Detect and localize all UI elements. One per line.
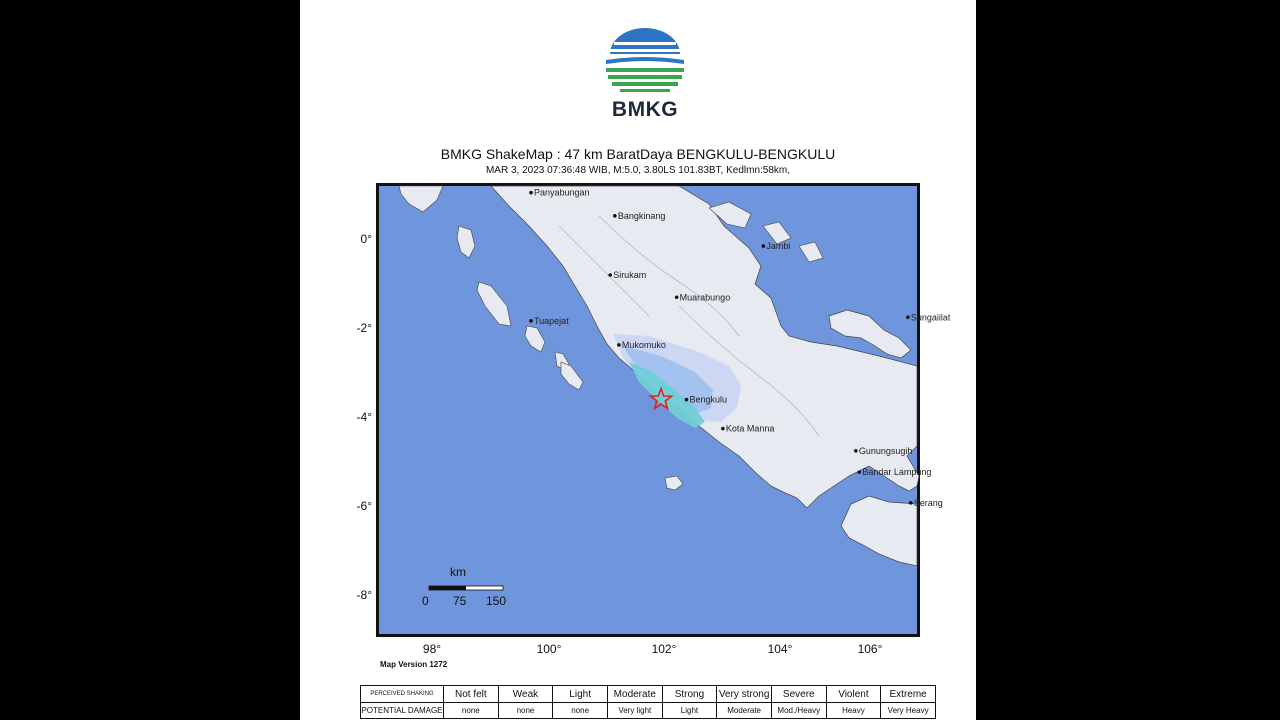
city-marker	[909, 498, 943, 508]
city-dot	[685, 398, 689, 402]
city-dot	[762, 244, 766, 248]
legend-cell: none	[553, 703, 608, 719]
city-label: Mukomuko	[621, 339, 666, 350]
legend-cell: none	[498, 703, 553, 719]
city-dot	[675, 295, 679, 299]
legend-cell: Moderate	[607, 686, 662, 703]
intensity-legend	[360, 685, 936, 719]
lat-label: 0°	[360, 232, 372, 246]
city-marker	[675, 292, 730, 302]
legend-cell: Extreme	[881, 686, 936, 703]
legend-cell: Heavy	[826, 703, 881, 719]
legend-cell: Mod./Heavy	[771, 703, 826, 719]
city-label: Sungaiilat	[910, 312, 951, 323]
city-label: Muarabungo	[679, 292, 731, 303]
scale-tick: 0	[422, 594, 429, 608]
lon-label: 100°	[536, 642, 562, 656]
city-dot	[906, 315, 910, 319]
legend-row-damage	[361, 703, 936, 719]
legend-row-shaking	[361, 686, 936, 703]
lat-label: -2°	[356, 321, 372, 335]
city-marker	[762, 241, 791, 251]
map-subtitle: MAR 3, 2023 07:36:48 WIB, M:5.0, 3.80LS 101.83BT, Kedlmn:58km,	[485, 165, 791, 176]
city-label: Bengkulu	[689, 394, 728, 405]
city-label: Tuapejat	[534, 315, 569, 326]
scale-unit: km	[450, 565, 466, 579]
city-marker	[529, 316, 569, 326]
legend-cell: Not felt	[444, 686, 499, 703]
lat-label: -4°	[356, 410, 372, 424]
city-label: Bangkinang	[617, 210, 666, 221]
city-dot	[909, 501, 913, 505]
city-marker	[608, 270, 646, 280]
legend-cell: Very strong	[717, 686, 772, 703]
city-dot	[529, 191, 533, 195]
legend-cell: Violent	[826, 686, 881, 703]
lon-label: 102°	[651, 642, 677, 656]
legend-row-label: PERCEIVED SHAKING	[361, 686, 444, 703]
city-dot	[854, 449, 858, 453]
scale-bar-segment	[429, 586, 466, 590]
city-dot	[608, 273, 612, 277]
city-label: Serang	[913, 497, 943, 508]
legend-cell: Light	[553, 686, 608, 703]
city-marker	[617, 340, 666, 350]
city-marker	[685, 395, 727, 405]
city-label: Bandar Lampung	[862, 467, 932, 478]
bmkg-logo-icon	[600, 28, 690, 98]
city-label: Jambi	[766, 241, 791, 252]
legend-cell: none	[444, 703, 499, 719]
scale-tick: 75	[453, 594, 467, 608]
city-dot	[613, 214, 617, 218]
legend-row-label: POTENTIAL DAMAGE	[361, 703, 444, 719]
city-dot	[617, 343, 621, 347]
lon-label: 106°	[857, 642, 883, 656]
city-dot	[858, 470, 862, 474]
city-marker	[613, 211, 665, 221]
city-marker	[906, 312, 951, 322]
legend-cell: Moderate	[717, 703, 772, 719]
city-label: Kota Manna	[725, 423, 775, 434]
lon-label: 104°	[767, 642, 793, 656]
legend-cell: Light	[662, 703, 717, 719]
legend-cell: Weak	[498, 686, 553, 703]
legend-cell: Very light	[607, 703, 662, 719]
legend-cell: Strong	[662, 686, 717, 703]
scale-tick: 150	[486, 594, 507, 608]
city-marker	[721, 424, 774, 434]
logo-text: BMKG	[611, 98, 679, 121]
lat-label: -8°	[356, 588, 372, 602]
map-title: BMKG ShakeMap : 47 km BaratDaya BENGKULU-BENGKULU	[440, 146, 836, 162]
city-marker	[854, 446, 912, 456]
city-marker	[529, 188, 589, 198]
city-dot	[529, 319, 533, 323]
map-version: Map Version 1272	[380, 660, 448, 669]
lon-label: 98°	[422, 642, 442, 656]
city-label: Gunungsugih	[858, 445, 913, 456]
city-label: Panyabungan	[534, 187, 590, 198]
shakemap-page	[300, 0, 976, 720]
lat-label: -6°	[356, 499, 372, 513]
city-label: Sirukam	[613, 270, 647, 280]
city-marker	[858, 467, 932, 477]
city-dot	[721, 427, 725, 431]
legend-cell: Severe	[771, 686, 826, 703]
legend-cell: Very Heavy	[881, 703, 936, 719]
